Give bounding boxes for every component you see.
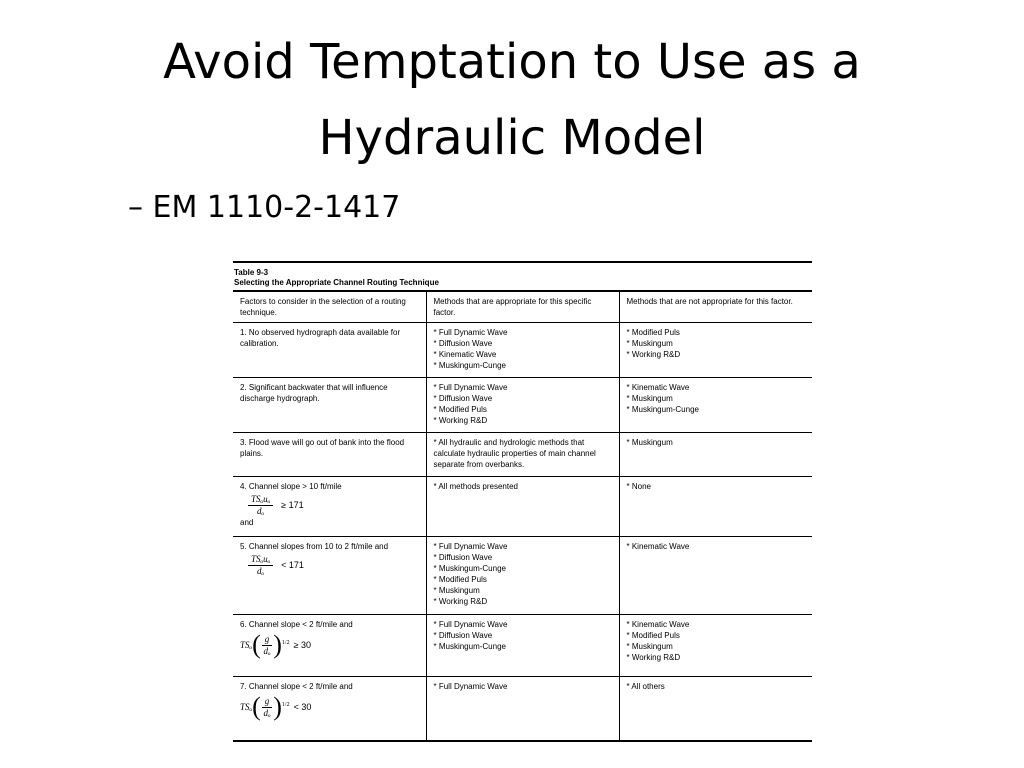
appropriate-cell xyxy=(426,537,619,615)
method-item: * All hydraulic and hydrologic methods that calculate hydraulic properties of main channel separate from overbanks. xyxy=(433,438,596,469)
slope-formula xyxy=(240,554,419,577)
slide-title-line-2: Hydraulic Model xyxy=(318,110,706,166)
factor-text: 5. Channel slopes from 10 to 2 ft/mile and xyxy=(240,542,389,551)
method-item: * Muskingum xyxy=(626,394,673,403)
formula-denominator: dₒ xyxy=(257,566,265,576)
bullet-reference: – EM 1110-2-1417 xyxy=(128,190,401,225)
table-row xyxy=(233,323,812,378)
factor-cell xyxy=(233,677,426,741)
formula-numerator: TSₒuₒ xyxy=(248,494,273,506)
method-item: * Modified Puls xyxy=(433,405,487,414)
factor-cell xyxy=(233,477,426,537)
method-item: * Working R&D xyxy=(433,416,488,425)
method-item: * Full Dynamic Wave xyxy=(433,328,508,337)
factor-suffix: and xyxy=(240,518,254,527)
formula-denominator: dₒ xyxy=(257,506,265,516)
table-row xyxy=(233,433,812,477)
formula-operator: ≥ 171 xyxy=(281,500,304,510)
method-item: * Working R&D xyxy=(626,350,681,359)
method-item: * Full Dynamic Wave xyxy=(433,383,508,392)
factor-cell: 3. Flood wave will go out of bank into the flood plains. xyxy=(233,433,426,477)
formula-lead: TSₒ xyxy=(240,639,253,650)
appropriate-cell xyxy=(426,477,619,537)
factor-text: 7. Channel slope < 2 ft/mile and xyxy=(240,682,353,691)
method-item: * Muskingum-Cunge xyxy=(433,642,506,651)
slide-title xyxy=(0,24,1024,176)
formula-fraction xyxy=(248,494,273,517)
not-appropriate-cell xyxy=(619,615,812,677)
not-appropriate-cell xyxy=(619,433,812,477)
table-row xyxy=(233,677,812,741)
slope-formula xyxy=(240,494,419,517)
formula-operator: < 30 xyxy=(293,701,312,712)
formula-operator: < 171 xyxy=(281,560,304,570)
method-item: * Muskingum xyxy=(626,438,673,447)
factor-text: 4. Channel slope > 10 ft/mile xyxy=(240,482,342,491)
factor-cell xyxy=(233,615,426,677)
slide-title-line-1: Avoid Temptation to Use as a xyxy=(163,34,861,90)
method-item: * Kinematic Wave xyxy=(626,620,690,629)
appropriate-cell xyxy=(426,323,619,378)
method-item: * Working R&D xyxy=(433,597,488,606)
table-row xyxy=(233,615,812,677)
formula-exponent: 1/2 xyxy=(281,701,290,708)
table-caption xyxy=(233,261,812,290)
not-appropriate-cell xyxy=(619,323,812,378)
slope-formula: TSₒ ( $\frac{g}{\text{dₒ}}$ ) 1/2 < 30 xyxy=(240,692,312,721)
method-item: * Modified Puls xyxy=(626,328,680,337)
factor-cell xyxy=(233,537,426,615)
method-item: * Modified Puls xyxy=(433,575,487,584)
factor-text: 6. Channel slope < 2 ft/mile and xyxy=(240,620,353,629)
table-title: Selecting the Appropriate Channel Routing Technique xyxy=(234,278,439,287)
header-appropriate: Methods that are appropriate for this specific factor. xyxy=(426,291,619,323)
method-item: * Diffusion Wave xyxy=(433,339,493,348)
not-appropriate-cell xyxy=(619,378,812,433)
not-appropriate-cell xyxy=(619,477,812,537)
factor-cell: 1. No observed hydrograph data available for calibration. xyxy=(233,323,426,378)
table-row xyxy=(233,537,812,615)
method-item: * Muskingum xyxy=(626,642,673,651)
appropriate-cell xyxy=(426,677,619,741)
formula-numerator: TSₒuₒ xyxy=(248,554,273,566)
formula-numerator: g xyxy=(262,634,273,646)
method-item: * Kinematic Wave xyxy=(433,350,497,359)
method-item: * Full Dynamic Wave xyxy=(433,542,508,551)
method-item: * Modified Puls xyxy=(626,631,680,640)
method-item: * Muskingum-Cunge xyxy=(433,564,506,573)
factor-cell: 2. Significant backwater that will influence discharge hydrograph. xyxy=(233,378,426,433)
not-appropriate-cell xyxy=(619,537,812,615)
method-item: * Muskingum-Cunge xyxy=(433,361,506,370)
method-item: * Muskingum xyxy=(433,586,480,595)
table-header-row xyxy=(233,291,812,323)
method-item: * Diffusion Wave xyxy=(433,394,493,403)
formula-exponent: 1/2 xyxy=(281,639,290,646)
formula-denominator: dₒ xyxy=(263,645,271,656)
method-item: * Working R&D xyxy=(626,653,681,662)
method-item: * Muskingum-Cunge xyxy=(626,405,699,414)
method-item: * Diffusion Wave xyxy=(433,553,493,562)
method-item: * All others xyxy=(626,682,665,691)
formula-lead: TSₒ xyxy=(240,701,253,712)
table-row xyxy=(233,378,812,433)
method-item: * None xyxy=(626,482,651,491)
method-item: * Full Dynamic Wave xyxy=(433,682,508,691)
slope-formula: TSₒ ( $\frac{g}{\text{dₒ}}$ ) 1/2 ≥ 30 xyxy=(240,630,312,659)
method-item: * Muskingum xyxy=(626,339,673,348)
header-factors: Factors to consider in the selection of a routing technique. xyxy=(233,291,426,323)
formula-fraction xyxy=(248,554,273,577)
not-appropriate-cell xyxy=(619,677,812,741)
method-item: * Diffusion Wave xyxy=(433,631,493,640)
formula-denominator: dₒ xyxy=(263,707,271,718)
method-item: * Kinematic Wave xyxy=(626,542,690,551)
method-item: * All methods presented xyxy=(433,482,518,491)
table-figure xyxy=(233,261,812,742)
formula-numerator: g xyxy=(262,696,273,708)
method-item: * Kinematic Wave xyxy=(626,383,690,392)
appropriate-cell xyxy=(426,433,619,477)
formula-fraction xyxy=(262,696,273,719)
table-row xyxy=(233,477,812,537)
method-item: * Full Dynamic Wave xyxy=(433,620,508,629)
formula-fraction xyxy=(262,634,273,657)
appropriate-cell xyxy=(426,378,619,433)
header-not-appropriate: Methods that are not appropriate for this factor. xyxy=(619,291,812,323)
table-number: Table 9-3 xyxy=(234,268,269,277)
routing-technique-table xyxy=(233,290,812,742)
appropriate-cell xyxy=(426,615,619,677)
formula-operator: ≥ 30 xyxy=(293,639,312,650)
